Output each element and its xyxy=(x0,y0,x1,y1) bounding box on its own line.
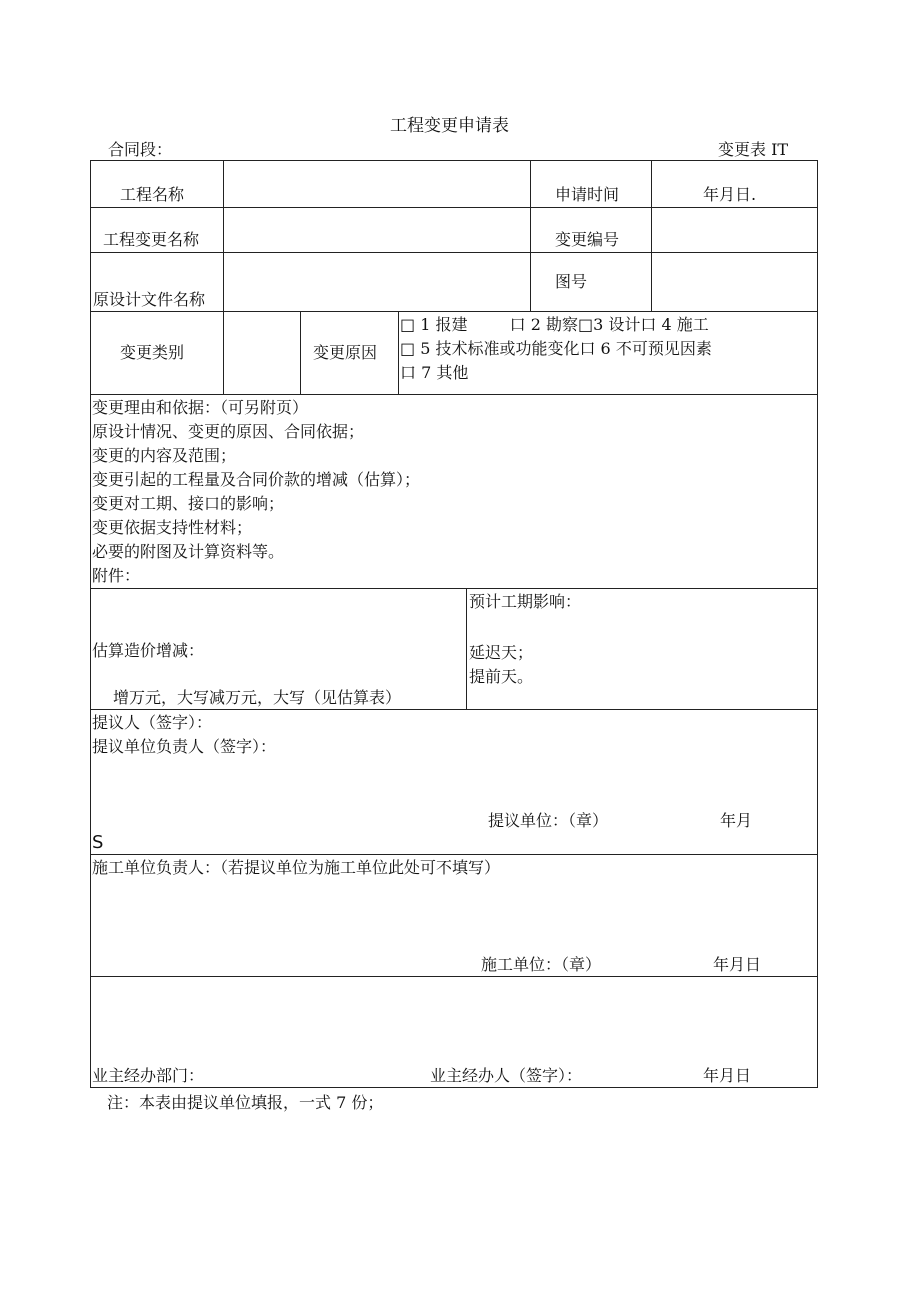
proposer-date[interactable]: 年月 xyxy=(720,811,753,830)
reason-line: 必要的附图及计算资料等。 xyxy=(92,542,285,561)
owner-agent-signature-label: 业主经办人（签字）： xyxy=(430,1066,583,1085)
change-reason-option-line[interactable]: □ 1 报建 口 2 勘察□3 设计口 4 施工 xyxy=(400,315,709,334)
drawing-number-field[interactable] xyxy=(653,254,816,310)
reason-line: 变更理由和依据：（可另附页） xyxy=(92,398,309,417)
drawing-number-label: 图号 xyxy=(555,272,588,291)
change-reason-option-line[interactable]: 口 7 其他 xyxy=(400,363,469,382)
schedule-impact-label: 预计工期影响： xyxy=(469,592,582,611)
apply-time-value[interactable]: 年月日. xyxy=(703,185,757,204)
change-number-field[interactable] xyxy=(653,209,816,251)
change-name-field[interactable] xyxy=(225,209,529,251)
change-reason-option-line[interactable]: □ 5 技术标准或功能变化口 6 不可预见因素 xyxy=(400,339,712,358)
contractor-date[interactable]: 年月日 xyxy=(713,955,762,974)
original-doc-label: 原设计文件名称 xyxy=(93,290,206,309)
form-number: 变更表 IT xyxy=(718,140,789,159)
change-reason-label: 变更原因 xyxy=(313,343,378,362)
reason-line: 变更依据支持性材料； xyxy=(92,518,253,537)
footer-note: 注：本表由提议单位填报，一式 7 份； xyxy=(107,1093,384,1112)
proposer-s-mark: S xyxy=(92,832,104,853)
reason-line: 原设计情况、变更的原因、合同依据； xyxy=(92,422,365,441)
change-type-label: 变更类别 xyxy=(120,343,185,362)
owner-department-label: 业主经办部门： xyxy=(92,1066,205,1085)
reason-line: 变更引起的工程量及合同价款的增减（估算）； xyxy=(92,470,421,489)
reason-line: 变更对工期、接口的影响； xyxy=(92,494,285,513)
proposer-unit-seal-label: 提议单位：（章） xyxy=(488,811,609,830)
reason-line: 变更的内容及范围； xyxy=(92,446,237,465)
contractor-seal-label: 施工单位：（章） xyxy=(481,955,602,974)
proposer-unit-head-label: 提议单位负责人（签字）： xyxy=(92,737,277,756)
page-title: 工程变更申请表 xyxy=(390,116,509,136)
advance-days[interactable]: 提前天。 xyxy=(469,667,534,686)
proposer-signature-label: 提议人（签字）： xyxy=(92,713,213,732)
project-name-label: 工程名称 xyxy=(120,185,185,204)
original-doc-field[interactable] xyxy=(225,254,529,310)
change-number-label: 变更编号 xyxy=(555,230,620,249)
change-type-field[interactable] xyxy=(225,313,299,393)
cost-estimate-label: 估算造价增减： xyxy=(92,641,205,660)
contractor-head-label: 施工单位负责人：（若提议单位为施工单位此处可不填写） xyxy=(92,858,501,877)
change-name-label: 工程变更名称 xyxy=(103,230,200,249)
attachment-label: 附件： xyxy=(92,566,141,585)
contract-section-label: 合同段： xyxy=(108,140,173,159)
owner-date[interactable]: 年月日 xyxy=(703,1066,752,1085)
apply-time-label: 申请时间 xyxy=(555,185,620,204)
cost-estimate-line[interactable]: 增万元，大写减万元，大写（见估算表） xyxy=(113,688,402,707)
project-name-field[interactable] xyxy=(225,162,529,206)
delay-days[interactable]: 延迟天； xyxy=(469,643,534,662)
